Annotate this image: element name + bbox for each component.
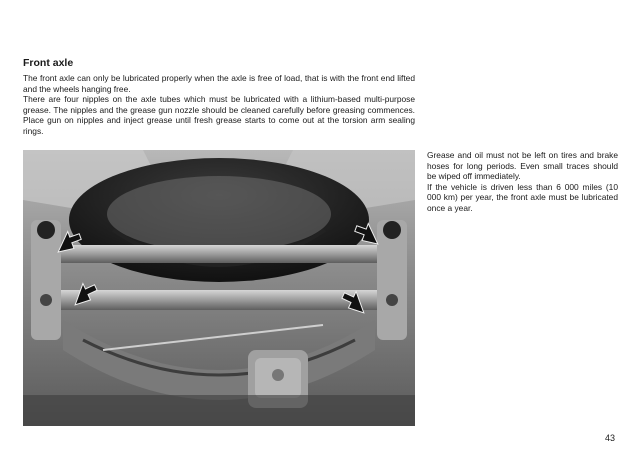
side-note	[427, 150, 618, 214]
page-number: 43	[604, 433, 615, 443]
front-axle-photo	[23, 150, 415, 426]
side-note-paragraph-2: If the vehicle is driven less than 6 000 miles (10 000 km) per year, the front axle must be lubricated once a year.	[427, 181, 618, 213]
section-title: Front axle	[23, 57, 74, 69]
side-note-paragraph-1: Grease and oil must not be left on tires and brake hoses for long periods. Even small traces should be wiped off immediately.	[427, 150, 618, 182]
intro-text	[23, 73, 415, 137]
intro-paragraph-2: There are four nipples on the axle tubes which must be lubricated with a lithium-based multi-purpose grease. The nipples and the grease gun nozzle should be cleaned carefully before greasing commences. Place gun on nipples and inject grease until fresh grease starts to come out at the torsion arm sealing rings.	[23, 94, 415, 136]
intro-paragraph-1: The front axle can only be lubricated properly when the axle is free of load, that is with the front end lifted and the wheels hanging free.	[23, 73, 415, 94]
